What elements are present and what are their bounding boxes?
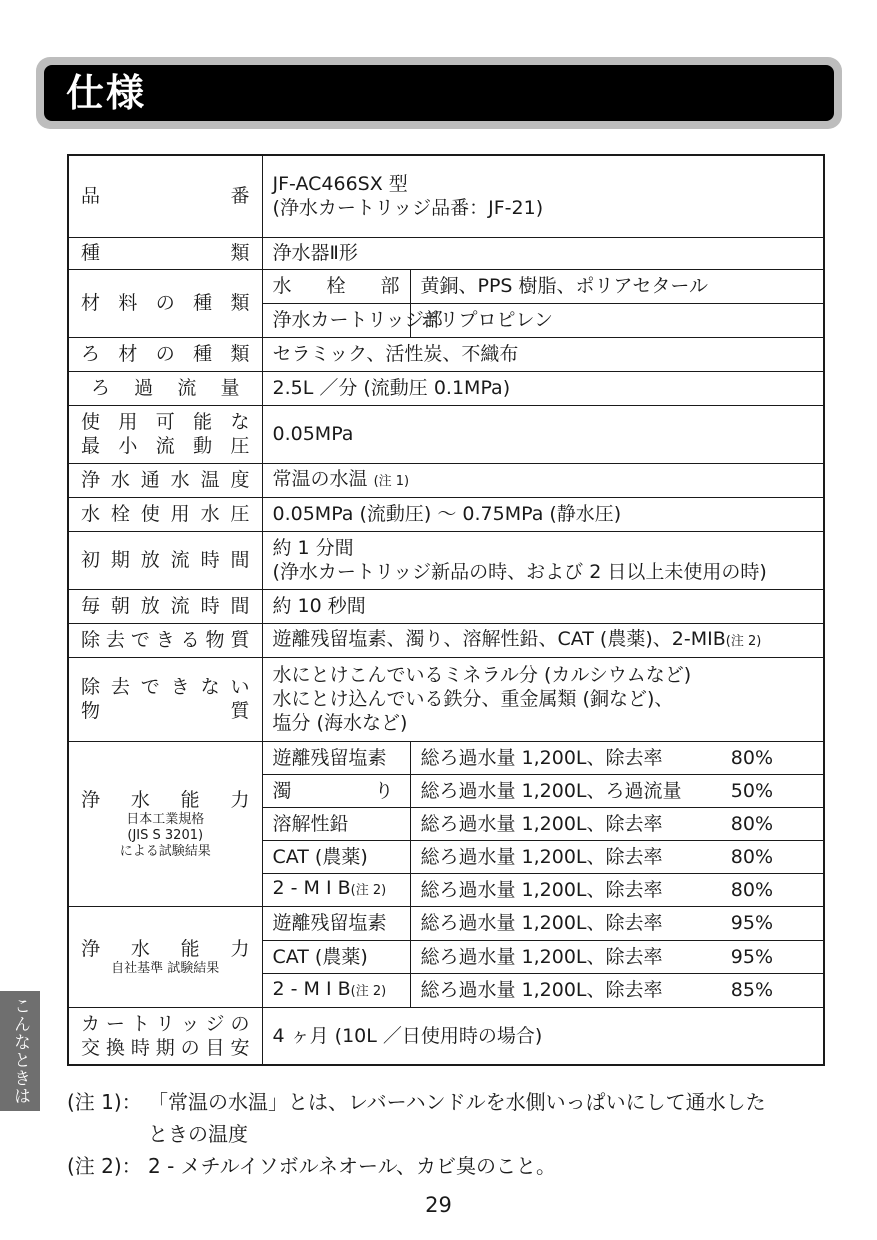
removable-value: 遊離残留塩素、濁り、溶解性鉛、CAT (農薬)、2-MIB (272, 627, 726, 650)
capacity-volume: 総ろ過水量 1,200L、除去率 (420, 878, 663, 901)
footnote-text: 2 - メチルイソボルネオール、カビ臭のこと。 (148, 1154, 557, 1178)
flow-value: 2.5L ／分 (流動圧 0.1MPa) (262, 371, 824, 405)
model-number: JF-AC466SX 型 (272, 173, 408, 196)
capacity-rate: 85% (730, 979, 773, 1001)
capacity-rate: 80% (730, 845, 773, 868)
temperature-value: 常温の水温 (272, 467, 368, 490)
material-cartridge-value: ポリプロピレン (410, 303, 824, 337)
removable-note: (注 2) (725, 633, 762, 649)
capacity-volume: 総ろ過水量 1,200L、除去率 (420, 945, 663, 968)
non-removable-line-2: 水にとけ込んでいる鉄分、重金属類 (銅など)、 (272, 688, 674, 710)
cartridge-number: (浄水カートリッジ品番：JF-21) (272, 197, 544, 220)
spec-row-model (68, 155, 824, 237)
footnote-label: (注 2)： (67, 1154, 142, 1178)
capacity-volume: 総ろ過水量 1,200L、ろ過流量 (420, 779, 682, 802)
spec-row-material-faucet: 材 料 の 種 類 水 栓 部 黄銅、PPS 樹脂、ポリアセタール (68, 269, 824, 303)
initial-flush-value: 約 1 分間 (272, 537, 354, 559)
morning-flush-value: 約 10 秒間 (262, 589, 824, 623)
capacity-rate: 50% (730, 779, 773, 802)
capacity-item-note: (注 2) (350, 983, 387, 999)
side-index-tab[interactable]: こんなときは (0, 991, 40, 1111)
footnote-text-cont: ときの温度 (148, 1122, 248, 1146)
non-removable-line-3: 塩分 (海水など) (272, 712, 408, 734)
footnote-label: (注 1)： (67, 1090, 142, 1114)
spec-row-non-removable: 除 去 で き な い 物 質 水にとけこんでいるミネラル分 (カルシウムなど) 水にとけ込んでいる鉄分、重金属類 (銅など)、 塩分 (海水など) (68, 657, 824, 741)
capacity-item: CAT (農薬) (262, 940, 410, 973)
spec-row-morning-flush: 毎 朝 放 流 時 間 約 10 秒間 (68, 589, 824, 623)
capacity-rate: 80% (730, 812, 773, 835)
spec-row-initial-flush: 初 期 放 流 時 間 約 1 分間 (浄水カートリッジ新品の時、および 2 日以上未使用の時) (68, 531, 824, 589)
spec-row-replacement: カ ー ト リ ッ ジ の 交 換 時 期 の 目 安 4 ヶ月 (10L ／日使用時の場合) (68, 1007, 824, 1065)
capacity-item: 濁 り (272, 779, 394, 802)
capacity-rate: 80% (730, 746, 773, 769)
capacity-jis-sub-3: による試験結果 (119, 843, 211, 859)
title-banner (36, 57, 842, 129)
temperature-note: (注 1) (373, 473, 410, 489)
spec-row-type: 種 類 浄水器Ⅱ形 (68, 237, 824, 269)
capacity-jis-row: 浄 水 能 力 日本工業規格 (JIS S 3201) による試験結果 遊離残留塩素 総ろ過水量 1,200L、除去率 80% (68, 741, 824, 774)
filter-material-value: セラミック、活性炭、不織布 (262, 337, 824, 371)
spec-row-flow: ろ 過 流 量 2.5L ／分 (流動圧 0.1MPa) (68, 371, 824, 405)
spec-table (67, 154, 825, 1066)
capacity-jis-sub-1: 日本工業規格 (126, 811, 205, 827)
capacity-rate: 95% (730, 912, 773, 934)
page-title: 仕様 (66, 71, 147, 115)
capacity-item: CAT (農薬) (262, 840, 410, 873)
footnote-text: 「常温の水温」とは、レバーハンドルを水側いっぱいにして通水した (148, 1090, 766, 1114)
footnotes (67, 1086, 766, 1182)
capacity-item: 遊離残留塩素 (262, 906, 410, 940)
capacity-volume: 総ろ過水量 1,200L、除去率 (420, 812, 663, 835)
capacity-volume: 総ろ過水量 1,200L、除去率 (420, 845, 663, 868)
non-removable-line-1: 水にとけこんでいるミネラル分 (カルシウムなど) (272, 664, 692, 686)
spec-row-pressure: 水 栓 使 用 水 圧 0.05MPa (流動圧) ～ 0.75MPa (静水圧) (68, 497, 824, 531)
type-value: 浄水器Ⅱ形 (262, 237, 824, 269)
capacity-item: 2 - M I B (272, 877, 351, 899)
capacity-volume: 総ろ過水量 1,200L、除去率 (420, 746, 663, 769)
capacity-jis-sub-2: (JIS S 3201) (127, 827, 204, 843)
spec-row-temperature: 浄 水 通 水 温 度 常温の水温 (注 1) (68, 463, 824, 497)
capacity-rate: 95% (730, 945, 773, 968)
label-model: 品 番 (81, 185, 250, 208)
capacity-volume: 総ろ過水量 1,200L、除去率 (420, 912, 663, 934)
footnote-2 (67, 1150, 766, 1182)
page-number: 29 (425, 1193, 452, 1217)
spec-row-removable: 除 去 で き る 物 質 遊離残留塩素、濁り、溶解性鉛、CAT (農薬)、2-MIB(注 2) (68, 623, 824, 657)
capacity-own-row: 浄 水 能 力 自社基準 試験結果 遊離残留塩素 総ろ過水量 1,200L、除去率 95% (68, 906, 824, 940)
spec-row-filter-material: ろ 材 の 種 類 セラミック、活性炭、不織布 (68, 337, 824, 371)
material-faucet-value: 黄銅、PPS 樹脂、ポリアセタール (410, 269, 824, 303)
capacity-item: 遊離残留塩素 (262, 741, 410, 774)
pressure-value: 0.05MPa (流動圧) ～ 0.75MPa (静水圧) (262, 497, 824, 531)
material-cartridge-label: 浄水カートリッジ部 (262, 303, 410, 337)
initial-flush-condition: (浄水カートリッジ新品の時、および 2 日以上未使用の時) (272, 561, 767, 583)
replacement-value: 4 ヶ月 (10L ／日使用時の場合) (262, 1007, 824, 1065)
capacity-item: 2 - M I B (272, 977, 351, 1000)
capacity-item: 溶解性鉛 (262, 807, 410, 840)
min-pressure-value: 0.05MPa (262, 405, 824, 463)
capacity-rate: 80% (730, 878, 773, 901)
spec-row-min-pressure: 使 用 可 能 な 最 小 流 動 圧 0.05MPa (68, 405, 824, 463)
capacity-volume: 総ろ過水量 1,200L、除去率 (420, 979, 663, 1001)
capacity-item-note: (注 2) (350, 883, 387, 898)
capacity-own-sub: 自社基準 試験結果 (111, 960, 220, 976)
footnote-1 (67, 1086, 766, 1150)
